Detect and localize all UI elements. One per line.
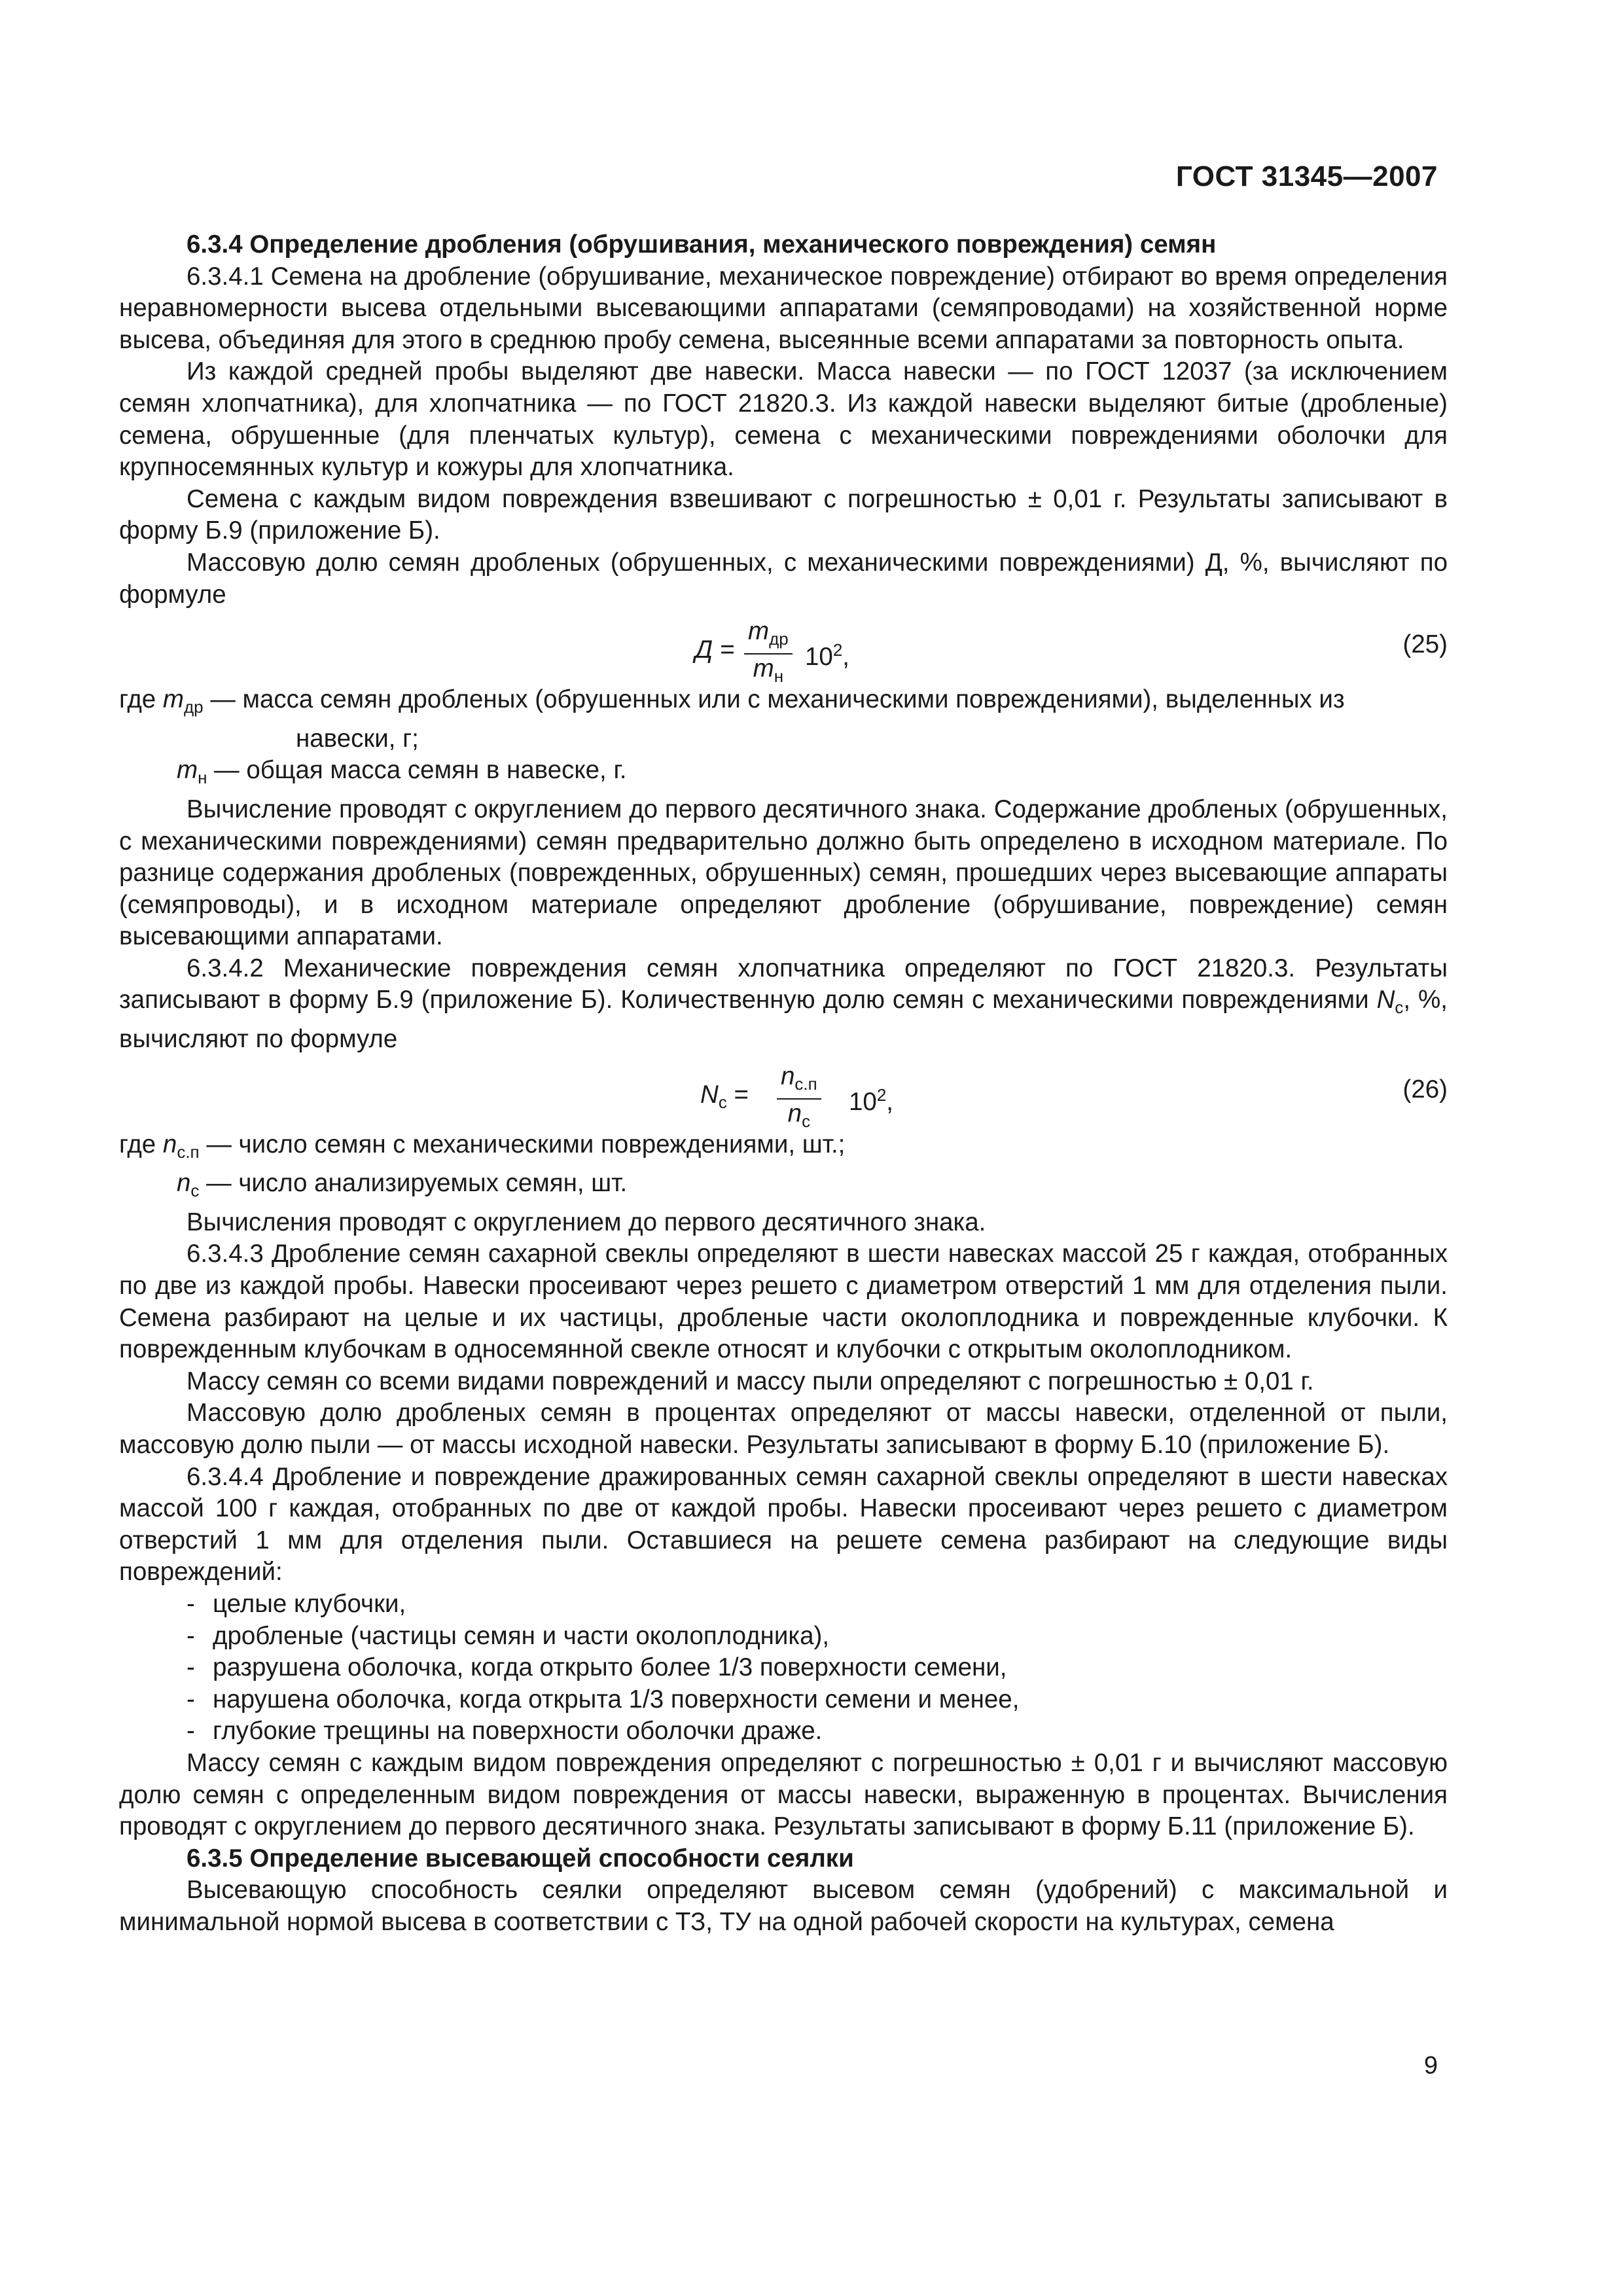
legend-25-item-2: $m_н$ — общая масса семян в навеске, г. <box>177 756 627 788</box>
paragraph-6-3-4-3: 6.3.4.3 Дробление семян сахарной свеклы определяют в шести навесках массой 25 г каждая, отобранных по две из каждой пробы. Навески просеивают через решето с диаметром отверстий 1 мм для отделения пыли. Семена разбирают на целые и их частицы, дробленые части околоплодника и поврежденные клубочки. К поврежденным клубочкам в односемянной свекле относят и клубочки с открытым околоплодником. <box>119 1240 1448 1364</box>
paragraph-rounding-note: Вычисление проводят с округлением до первого десятичного знака. Содержание дробленых (обрушенных, с механическими повреждениями) семян предварительно должно быть определено в исходном материале. По разнице содержания дробленых (поврежденных, обрушенных) семян, прошедших через высевающие аппараты (семяпроводы), и в исходном материале определяют дробление (обрушивание, повреждение) семян высевающими аппаратами. <box>119 795 1448 951</box>
paragraph-6-3-4-1: 6.3.4.1 Семена на дробление (обрушивание, механическое повреждение) отбирают во время определения неравномерности высева отдельными высевающими аппаратами (семяпроводами) на хозяйственной норме высева, объединяя для этого в среднюю пробу семена, высеянные всеми аппаратами за повторность опыта. <box>119 262 1448 354</box>
formula-26-numerator: $n_{с.п}$ <box>781 1062 817 1094</box>
formula-25-lhs: Д = <box>695 636 735 664</box>
paragraph-damage-weighing: Массу семян с каждым видом повреждения определяют с погрешностью ± 0,01 г и вычисляют массовую долю семян с определенным видом повреждения от массы навески, выраженную в процентах. Вычисления проводят с округлением до первого десятичного знака. Результаты записывают в форму Б.11 (приложение Б). <box>119 1748 1448 1841</box>
formula-26 <box>119 1056 1448 1129</box>
paragraph-6-3-4-2: 6.3.4.2 Механические повреждения семян хлопчатника определяют по ГОСТ 21820.3. Результаты записывают в форму Б.9 (приложение Б). Количественную долю семян с механическими повреждениями $N_с$, %, вычисляют по формуле <box>119 954 1448 1054</box>
section-heading-6-3-5: 6.3.5 Определение высевающей способности сеялки <box>187 1844 854 1873</box>
formula-25-fraction <box>744 617 793 691</box>
paragraph-sample-weighing: Из каждой средней пробы выделяют две навески. Масса навески — по ГОСТ 12037 (за исключением семян хлопчатника), для хлопчатника — по ГОСТ 21820.3. Из каждой навески выделяют битые (дробленые) семена, обрушенные (для пленчатых культур), семена с механическими повреждениями оболочки для крупносемянных культур и кожуры для хлопчатника. <box>119 357 1448 482</box>
paragraph-rounding-note-2: Вычисления проводят с округлением до первого десятичного знака. <box>187 1208 986 1236</box>
formula-25-denominator: $m_н$ <box>744 653 793 691</box>
list-item: - целые клубочки, <box>187 1588 1448 1621</box>
formula-26-legend <box>119 1129 1448 1207</box>
formula-25-numerator: $m_{др}$ <box>748 617 789 649</box>
formula-25-number: (25) <box>1402 630 1448 659</box>
formula-25-factor: $10^2$, <box>805 640 849 672</box>
legend-25-item-1: где $m_{др}$ — масса семян дробленых (обрушенных или с механическими повреждениями), выделенных из <box>119 685 1345 717</box>
paragraph-6-3-5-intro: Высевающую способность сеялки определяют высевом семян (удобрений) с максимальной и минимальной нормой высева в соответствии с ТЗ, ТУ на одной рабочей скорости на культурах, семена <box>119 1876 1448 1936</box>
document-body <box>119 229 1448 1939</box>
damage-types-list <box>119 1588 1448 1748</box>
list-item: - дробленые (частицы семян и части околоплодника), <box>187 1621 1448 1653</box>
list-item: - разрушена оболочка, когда открыто более 1/3 поверхности семени, <box>187 1652 1448 1684</box>
paragraph-dust-weighing: Массу семян со всеми видами повреждений и массу пыли определяют с погрешностью ± 0,01 г. <box>187 1367 1314 1395</box>
list-item: - нарушена оболочка, когда открыта 1/3 поверхности семени и менее, <box>187 1684 1448 1716</box>
legend-26-item-2: $n_с$ — число анализируемых семян, шт. <box>177 1169 628 1201</box>
legend-25-item-1-cont: навески, г; <box>296 724 419 753</box>
section-heading-6-3-4: 6.3.4 Определение дробления (обрушивания, механического повреждения) семян <box>187 230 1217 259</box>
document-id-header: ГОСТ 31345—2007 <box>1175 160 1438 192</box>
formula-26-lhs: $N_с$ = <box>700 1080 749 1112</box>
page-number: 9 <box>1423 2052 1438 2079</box>
list-item: - глубокие трещины на поверхности оболочки драже. <box>187 1715 1448 1748</box>
paragraph-formula-25-intro: Массовую долю семян дробленых (обрушенных, с механическими повреждениями) Д, %, вычисляют по формуле <box>119 548 1448 609</box>
formula-26-denominator: $n_с$ <box>777 1098 821 1136</box>
legend-26-item-1: где $n_{с.п}$ — число семян с механическими повреждениями, шт.; <box>119 1130 846 1162</box>
formula-25-legend <box>119 684 1448 794</box>
paragraph-mass-fraction: Массовую долю дробленых семян в процентах определяют от массы навески, отделенной от пыли, массовую долю пыли — от массы исходной навески. Результаты записывают в форму Б.10 (приложение Б). <box>119 1399 1448 1459</box>
formula-26-number: (26) <box>1402 1075 1448 1103</box>
formula-25 <box>119 611 1448 687</box>
formula-26-factor: $10^2$, <box>849 1085 893 1116</box>
paragraph-6-3-4-4: 6.3.4.4 Дробление и повреждение дражированных семян сахарной свеклы определяют в шести навесках массой 100 г каждая, отобранных по две от каждой пробы. Навески просеивают через решето с диаметром отверстий 1 мм для отделения пыли. Оставшиеся на решете семена разбирают на следующие виды повреждений: <box>119 1462 1448 1587</box>
formula-26-fraction <box>777 1062 821 1136</box>
paragraph-weighing-precision: Семена с каждым видом повреждения взвешивают с погрешностью ± 0,01 г. Результаты записывают в форму Б.9 (приложение Б). <box>119 484 1448 545</box>
